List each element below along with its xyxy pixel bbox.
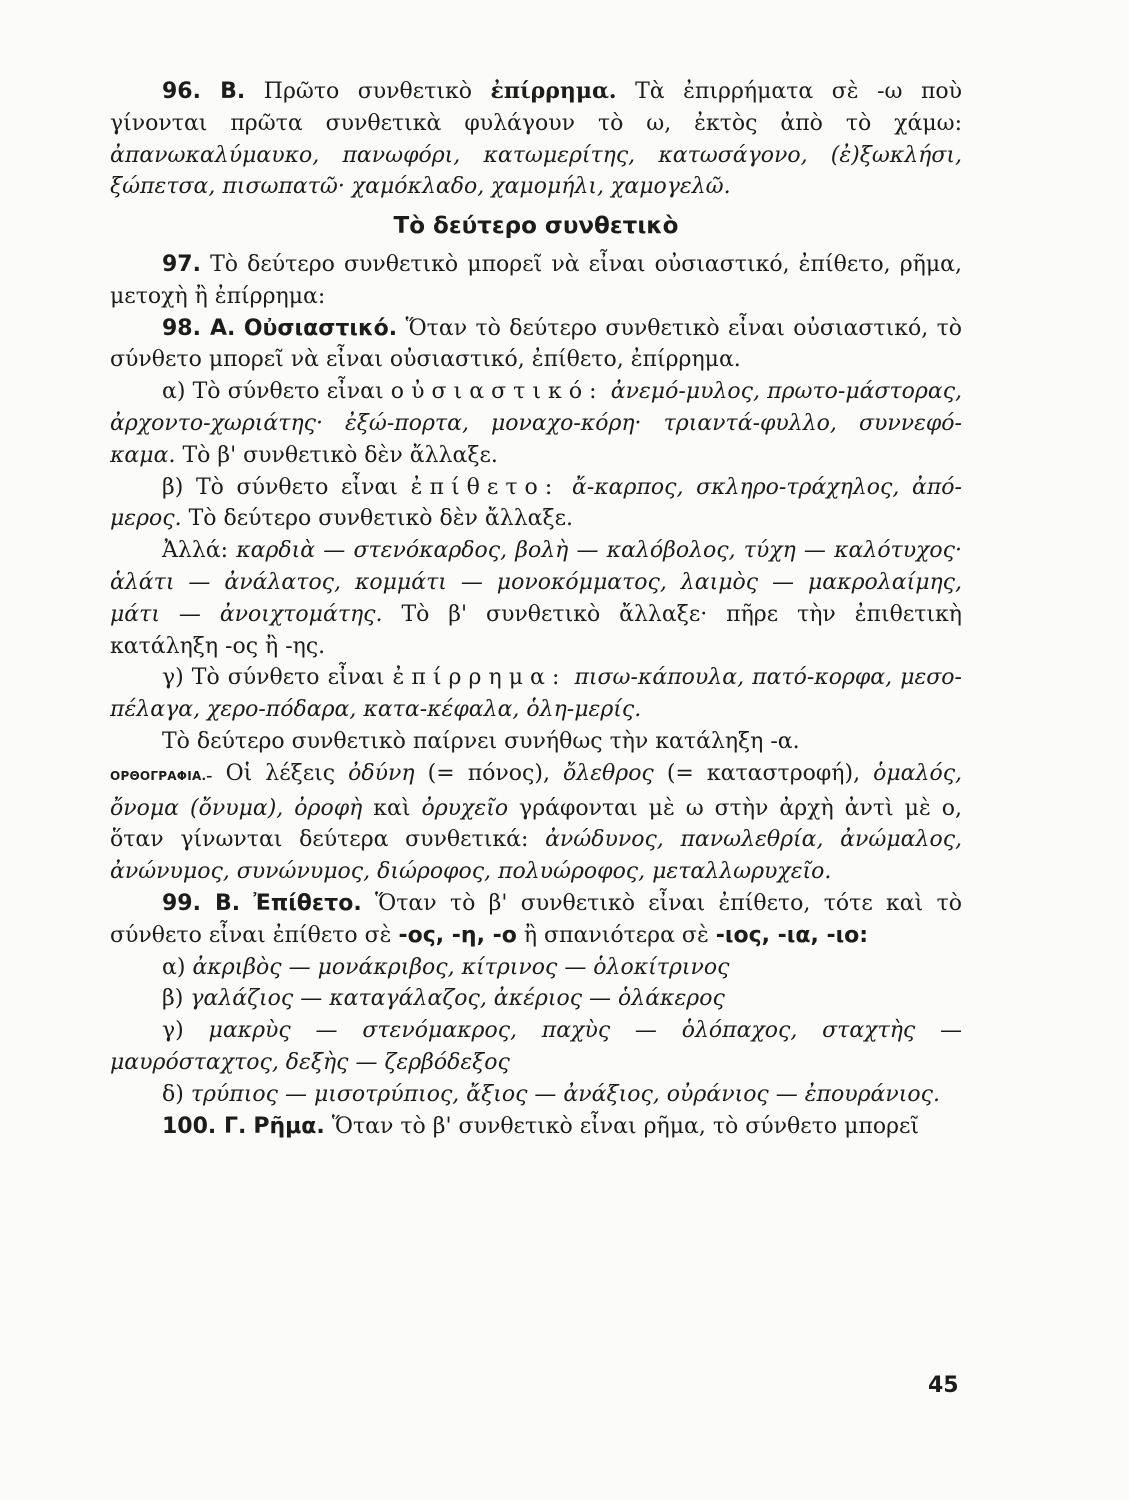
case-label: β): [162, 986, 184, 1012]
section-title: Πρῶτο συνθετικὸ: [263, 79, 472, 104]
section-number: 100. Γ.: [162, 1113, 247, 1139]
examples: ἀκριβὸς — μονάκριβος, κίτρινος — ὁλοκίτρινος: [192, 954, 730, 980]
ortho-text-4: καὶ: [373, 795, 411, 821]
examples: καρδιὰ — στενόκαρδος, βολὴ — καλόβολος, τύχη — καλότυχος· ἁλάτι — ἀνάλατος, κομμάτι — μονοκόμματος, λαιμὸς — μακρολαίμης, μάτι — ἀνοιχτομάτης.: [110, 538, 962, 627]
ortho-text-2: (= πόνος),: [427, 760, 550, 786]
ortho-word-4: ὀρυχεῖο: [421, 795, 509, 821]
case-c: [110, 1015, 962, 1079]
case-label: α): [162, 954, 186, 980]
connector: ἢ σπανιότερα σὲ: [523, 922, 709, 948]
examples: τρύπιος — μισοτρύπιος, ἄξιος — ἀνάξιος, οὐράνιος — ἐπουράνιος.: [190, 1081, 940, 1107]
case-c: [110, 662, 962, 726]
examples: ἀνεμό-μυλος, πρωτο-μάστορας, ἀρχοντο-χωριάτης· ἐξώ-πορτα, μοναχο-κόρη· τριαντά-φυλλο, συννεφό-καμα.: [110, 379, 963, 468]
section-number: 96. Β.: [162, 79, 246, 104]
section-number: 97.: [162, 251, 201, 277]
case-label: β) Τὸ σύνθετο εἶναι: [162, 474, 398, 500]
ortho-word-1: ὀδύνη: [348, 760, 415, 786]
section-title: Οὐσιαστικό.: [243, 315, 398, 341]
orthography-label: ΟΡΘΟΓΡΑΦΙΑ.–: [110, 768, 213, 783]
case-label: γ) Τὸ σύνθετο εἶναι: [162, 665, 385, 691]
case-c-note: Τὸ δεύτερο συνθετικὸ παίρνει συνήθως τὴν κατάληξη -α.: [162, 728, 800, 754]
page-body: [110, 76, 962, 1142]
section-number: 99. Β.: [162, 890, 241, 916]
spaced-term: ἐπίρρημα:: [392, 665, 567, 691]
note: Τὸ δεύτερο συνθετικὸ δὲν ἄλλαξε.: [188, 506, 573, 532]
section-text: Ὅταν τὸ β' συνθετικὸ εἶναι ἐπίθετο, τότε καὶ τὸ σύνθετο εἶναι ἐπίθετο σὲ: [110, 890, 963, 948]
case-a: [110, 952, 962, 984]
section-text: Ὅταν τὸ δεύτερο συνθετικὸ εἶναι οὐσιαστικό, τὸ σύνθετο μπορεῖ νὰ εἶναι οὐσιαστικό, ἐπίθετο, ἐπίρρημα.: [110, 315, 963, 373]
case-label: γ): [162, 1018, 184, 1044]
section-title: Ρῆμα.: [253, 1113, 325, 1139]
ortho-text-5: γράφονται μὲ ω στὴν ἀρχὴ ἀντὶ μὲ ο, ὅταν γίνωνται δεύτερα συνθετικά:: [110, 795, 962, 853]
section-99: [110, 888, 962, 952]
spaced-term: οὐσιαστικό:: [390, 379, 604, 405]
ortho-text-1: Οἱ λέξεις: [225, 760, 336, 786]
section-97: [110, 249, 962, 313]
ortho-word-2: ὄλεθρος: [563, 760, 654, 786]
section-number: 98. Α.: [162, 315, 236, 341]
spaced-term: ἐπίθετο:: [410, 474, 560, 500]
ortho-word-3: ὁμαλός, ὄνομα (ὄνυμα), ὀροφὴ: [110, 760, 963, 821]
ortho-word-5: ἀνώδυνος, πανωλεθρία, ἀνώμαλος, ἀνώνυμος, συνώνυμος, διώροφος, πολυώροφος, μεταλλωρυχεῖο.: [110, 827, 963, 885]
case-d: [110, 1079, 962, 1111]
but-label: Ἀλλά:: [162, 538, 229, 564]
section-title: Ἐπίθετο.: [253, 890, 362, 916]
endings: -ιος, -ια, -ιο:: [715, 922, 869, 948]
examples: ἄ-καρπος, σκληρο-τράχηλος, ἀπό-μερος.: [110, 474, 962, 532]
but-paragraph: [110, 535, 962, 662]
section-100: [110, 1111, 962, 1143]
case-b: [110, 472, 962, 536]
case-a: [110, 376, 962, 471]
note: Τὸ β' συνθετικὸ δὲν ἄλλαξε.: [182, 442, 498, 468]
note: Τὸ β' συνθετικὸ ἄλλαξε· πῆρε τὴν ἐπιθετικὴ κατάληξη -ος ἢ -ης.: [110, 601, 962, 659]
examples: πισω-κάπουλα, πατό-κορφα, μεσο-πέλαγα, χερο-πόδαρα, κατα-κέφαλα, ὁλη-μερίς.: [110, 665, 962, 723]
section-heading: Τὸ δεύτερο συνθετικὸ: [393, 213, 679, 240]
section-98: [110, 313, 962, 377]
examples: ἀπανωκαλύμαυκο, πανωφόρι, κατωμερίτης, κατωσάγονο, (ἐ)ξωκλήσι, ξώπετσα, πισωπατῶ· χαμόκλαδο, χαμομήλι, χαμογελῶ.: [110, 142, 962, 200]
section-text: Τὰ ἐπιρρήματα σὲ -ω ποὺ γίνονται πρῶτα συνθετικὰ φυλάγουν τὸ ω, ἐκτὸς ἀπὸ τὸ χάμω:: [110, 79, 963, 136]
orthography-note: [110, 758, 962, 888]
examples: μακρὺς — στενόμακρος, παχὺς — ὁλόπαχος, σταχτὴς — μαυρόσταχτος, δεξὴς — ζερβόδεξος: [110, 1018, 962, 1075]
examples: γαλάζιος — καταγάλαζος, ἀκέριος — ὁλάκερος: [190, 986, 725, 1012]
section-title-bold: ἐπίρρημα.: [490, 78, 617, 104]
page-number: 45: [928, 1373, 959, 1398]
section-text: Ὅταν τὸ β' συνθετικὸ εἶναι ρῆμα, τὸ σύνθετο μπορεῖ: [331, 1113, 920, 1139]
ortho-text-3: (= καταστροφή),: [666, 760, 861, 786]
case-label: α) Τὸ σύνθετο εἶναι: [162, 379, 384, 405]
case-b: [110, 983, 962, 1015]
endings: -ος, -η, -ο: [398, 922, 517, 948]
section-96: [110, 76, 962, 203]
case-label: δ): [162, 1081, 184, 1107]
section-text: Τὸ δεύτερο συνθετικὸ μπορεῖ νὰ εἶναι οὐσιαστικό, ἐπίθετο, ρῆμα, μετοχὴ ἢ ἐπίρρημα:: [110, 251, 962, 309]
